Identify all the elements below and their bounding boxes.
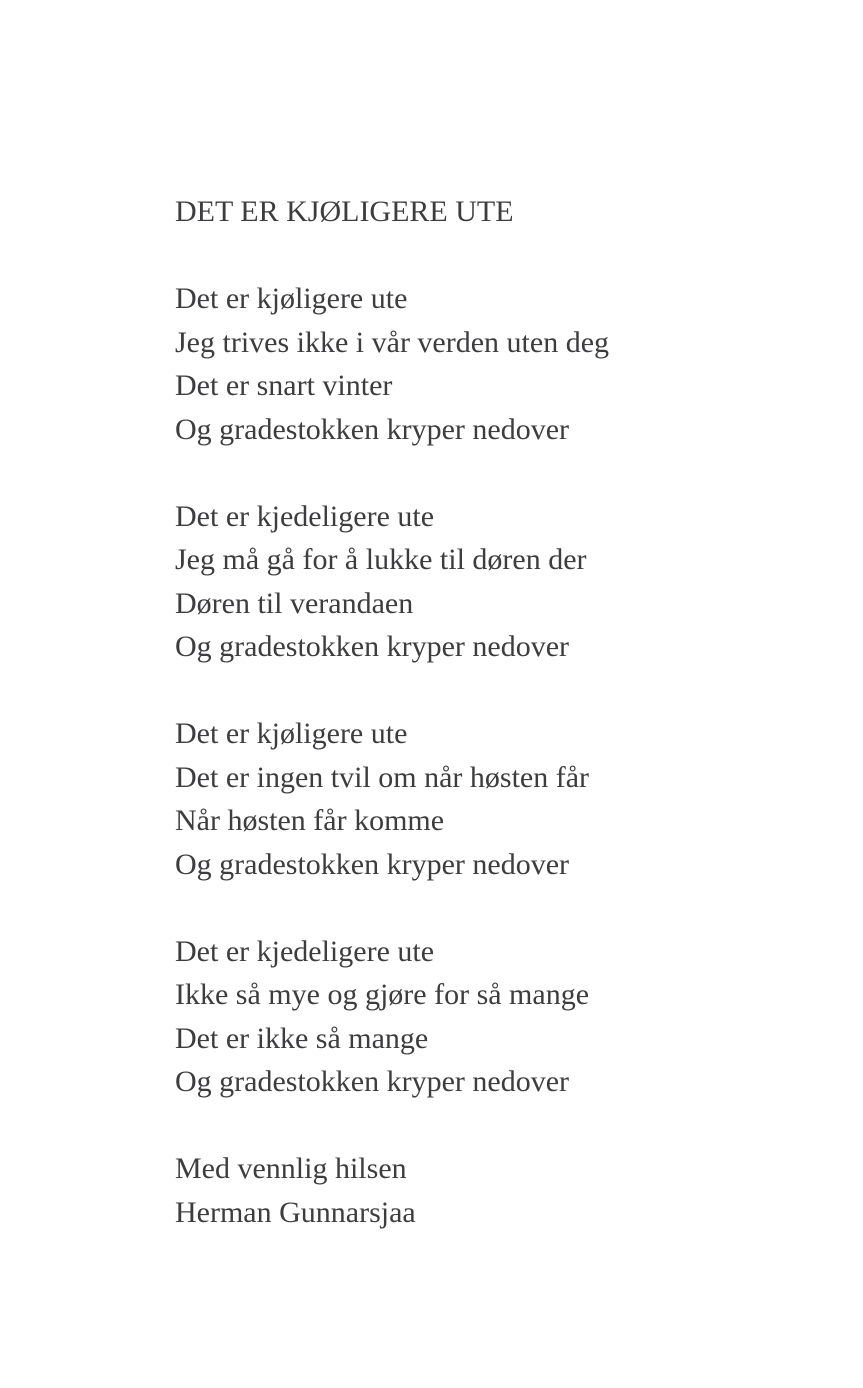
poem-line: Det er kjedeligere ute — [175, 499, 435, 533]
poem-line: Ikke så mye og gjøre for så mange — [175, 978, 590, 1011]
poem-line: Jeg må gå for å lukke til døren der — [175, 543, 587, 576]
poem-title: DET ER KJØLIGERE UTE — [175, 195, 514, 228]
signature-name: Herman Gunnarsjaa — [175, 1195, 416, 1229]
poem-line: Og gradestokken kryper nedover — [175, 847, 570, 881]
poem-line: Det er ingen tvil om når høsten får — [175, 760, 590, 794]
signature-closing: Med vennlig hilsen — [175, 1152, 407, 1185]
poem-line: Døren til verandaen — [175, 586, 414, 620]
poem-stanza — [175, 277, 803, 451]
poem-line: Det er kjøligere ute — [175, 717, 408, 750]
poem-line: Og gradestokken kryper nedover — [175, 1065, 570, 1098]
poem-stanza — [175, 930, 803, 1104]
poem-line: Det er ikke så mange — [175, 1021, 429, 1055]
poem-line: Når høsten får komme — [175, 804, 445, 837]
signature-block — [175, 1147, 803, 1234]
poem-line: Det er kjedeligere ute — [175, 934, 435, 968]
poem-line: Det er snart vinter — [175, 369, 393, 402]
poem-stanza — [175, 495, 803, 669]
poem-line: Og gradestokken kryper nedover — [175, 412, 570, 446]
poem-line: Jeg trives ikke i vår verden uten deg — [175, 325, 610, 359]
poem-line: Det er kjøligere ute — [175, 282, 408, 315]
poem-stanza — [175, 712, 803, 886]
poem-line: Og gradestokken kryper nedover — [175, 630, 570, 663]
